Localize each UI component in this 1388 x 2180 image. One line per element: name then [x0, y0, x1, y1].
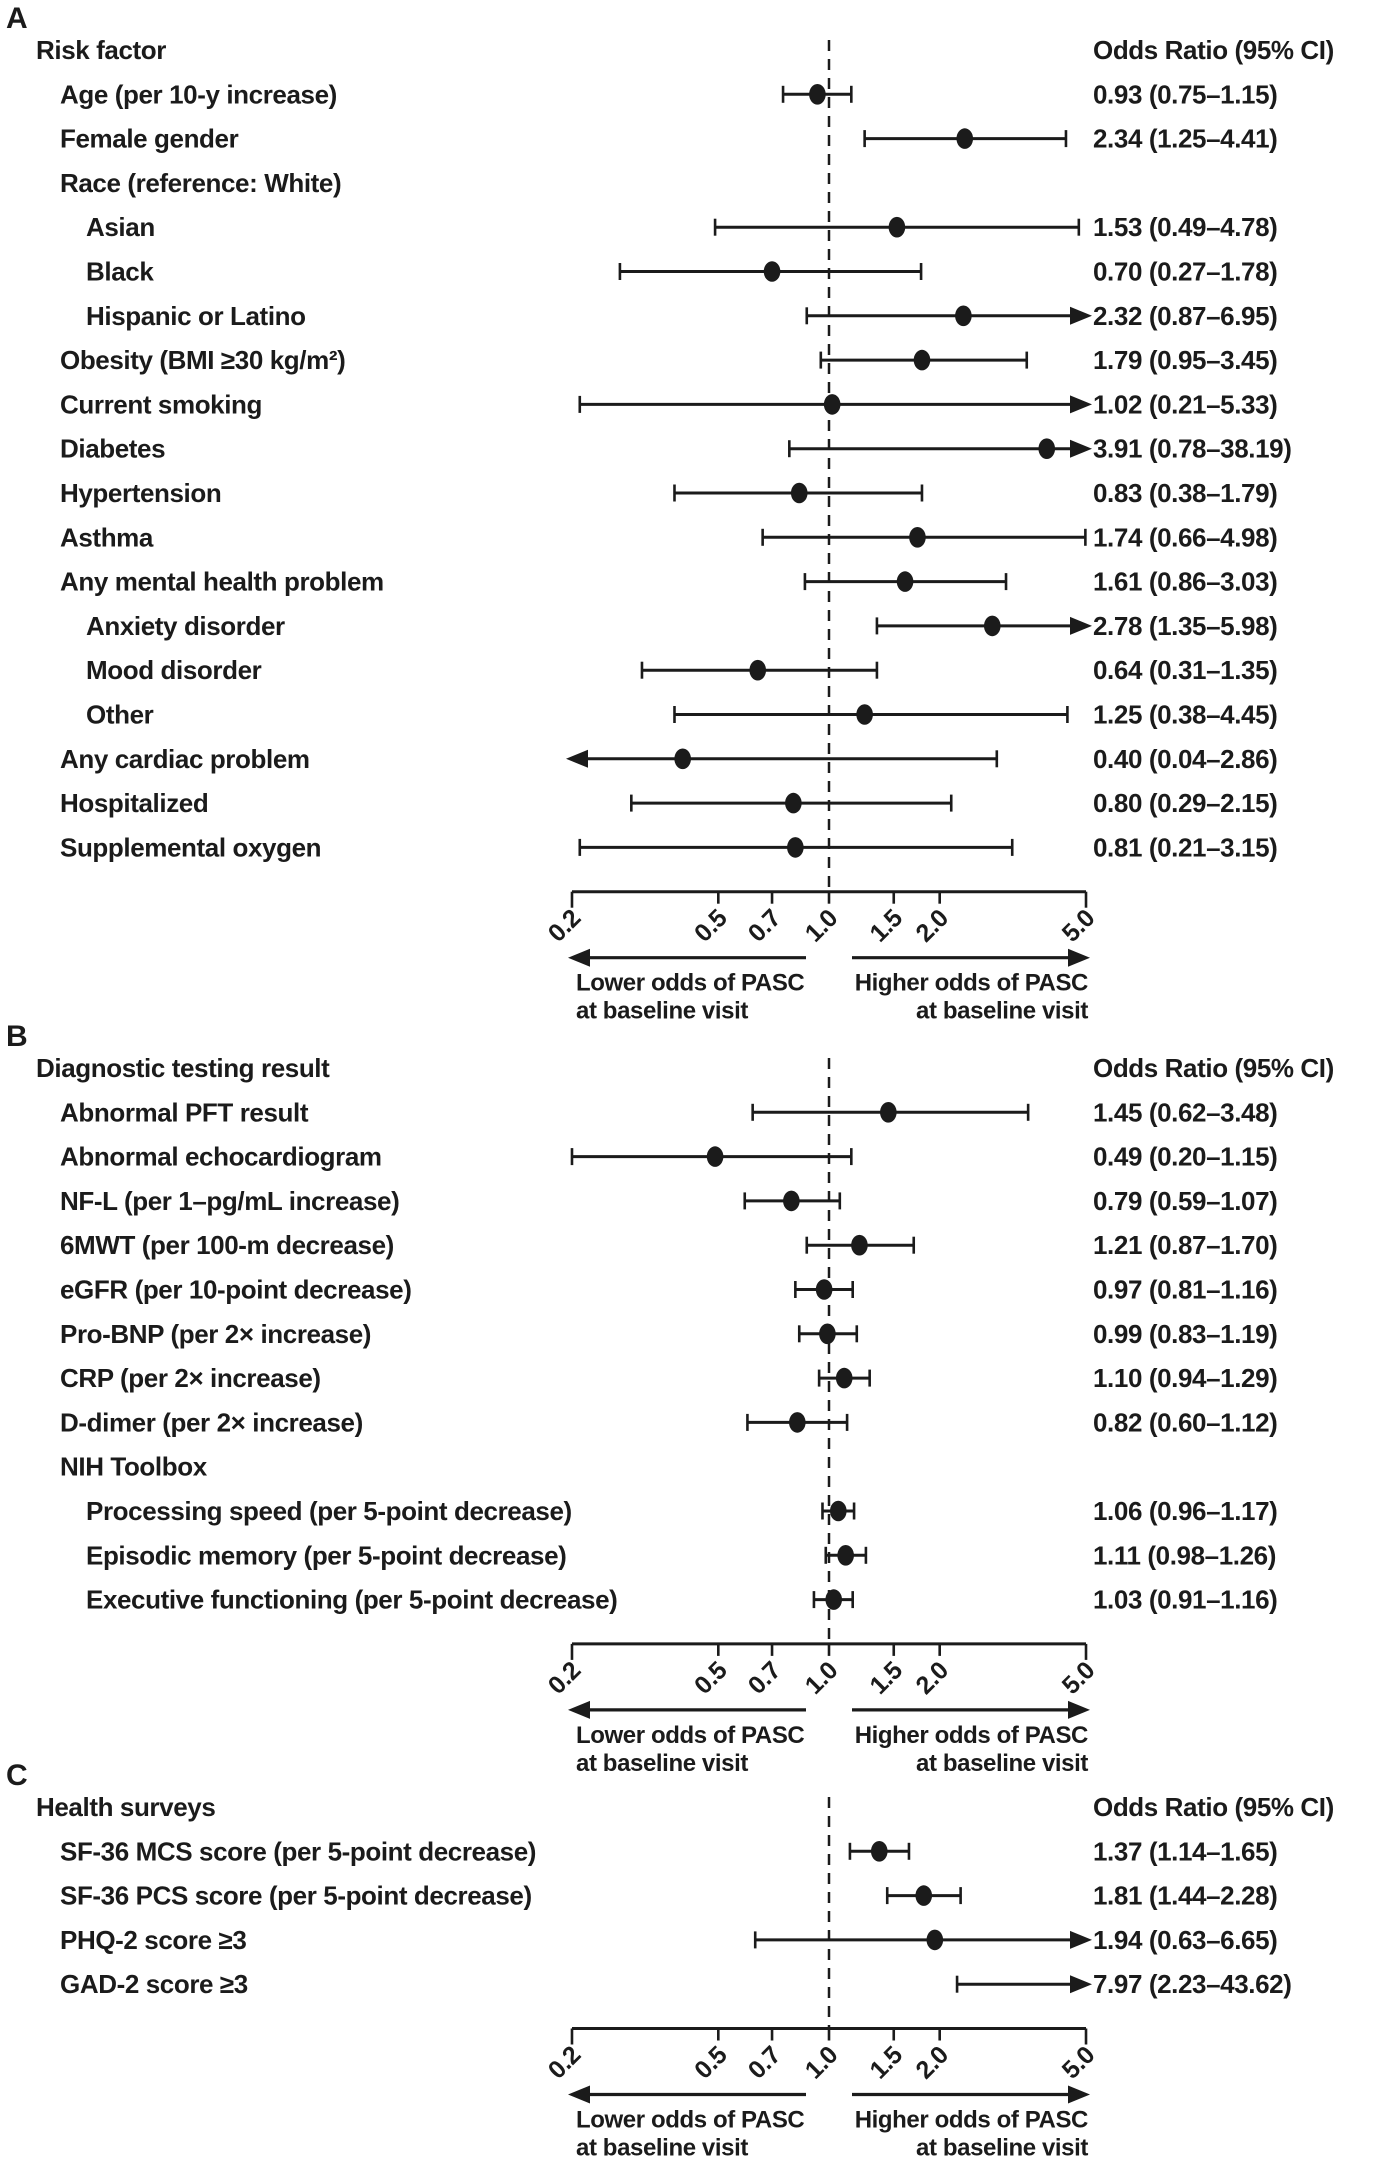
axis-arrow-right-label: Higher odds of PASC [854, 969, 1088, 997]
ci-arrow-right [1070, 440, 1092, 458]
axis-arrow-right-label: Higher odds of PASC [854, 1721, 1088, 1749]
axis-arrow-left-label: Lower odds of PASC [576, 2106, 805, 2134]
x-axis-tick-label: 1.0 [799, 1656, 844, 1700]
row-or-text: 1.79 (0.95–3.45) [1093, 345, 1278, 376]
row-or-text: 0.49 (0.20–1.15) [1093, 1141, 1278, 1172]
x-axis-tick-label: 0.2 [542, 904, 587, 948]
row-or-text: 1.81 (1.44–2.28) [1093, 1880, 1278, 1911]
row-label: Obesity (BMI ≥30 kg/m²) [60, 345, 346, 376]
or-dot [816, 1279, 833, 1300]
x-axis-tick-label: 2.0 [910, 1656, 954, 1700]
row-or-text: 0.81 (0.21–3.15) [1093, 832, 1278, 863]
row-label: Anxiety disorder [86, 610, 285, 641]
or-dot [749, 660, 766, 681]
or-dot [914, 350, 931, 371]
row-label: Hypertension [60, 478, 222, 508]
or-dot [824, 394, 841, 415]
row-label: Diabetes [60, 433, 166, 464]
or-dot [889, 217, 906, 238]
row-or-text: 1.74 (0.66–4.98) [1093, 522, 1278, 553]
row-label: SF-36 PCS score (per 5-point decrease) [60, 1880, 532, 1911]
panel-letter: C [6, 1759, 28, 1792]
x-axis-tick-label: 0.7 [742, 2040, 787, 2085]
x-axis-tick-label: 0.5 [689, 904, 733, 948]
x-axis-tick-label: 1.5 [864, 1656, 908, 1700]
or-dot [880, 1102, 897, 1123]
row-or-text: 0.40 (0.04–2.86) [1093, 743, 1278, 774]
or-dot [837, 1545, 854, 1566]
or-dot [955, 306, 972, 327]
row-label: Any cardiac problem [60, 743, 310, 774]
or-dot [909, 527, 926, 548]
axis-arrow-left-label: Lower odds of PASC [576, 969, 805, 997]
panel-letter: B [6, 1020, 28, 1053]
axis-arrow-left-label: at baseline visit [576, 2134, 748, 2162]
x-axis-tick-label: 0.7 [742, 1656, 787, 1700]
row-label: Any mental health problem [60, 566, 384, 597]
row-or-text: 0.82 (0.60–1.12) [1093, 1407, 1278, 1438]
axis-arrow-right-label: at baseline visit [916, 997, 1088, 1025]
panel-column-header: Risk factor [36, 35, 166, 65]
row-label: NF-L (per 1–pg/mL increase) [60, 1185, 400, 1216]
panel-value-header: Odds Ratio (95% CI) [1093, 1792, 1334, 1822]
row-or-text: 1.03 (0.91–1.16) [1093, 1584, 1278, 1615]
ci-arrow-right [1070, 1931, 1092, 1949]
axis-arrow-right-head [1068, 1701, 1090, 1719]
or-dot [871, 1841, 888, 1862]
axis-arrow-left-head [568, 2086, 590, 2104]
row-or-text: 0.79 (0.59–1.07) [1093, 1185, 1278, 1216]
axis-arrow-right-label: Higher odds of PASC [854, 2106, 1088, 2134]
or-dot [956, 128, 973, 149]
row-or-text: 1.06 (0.96–1.17) [1093, 1496, 1278, 1526]
row-label: Episodic memory (per 5-point decrease) [86, 1540, 567, 1571]
row-label: Female gender [60, 123, 239, 154]
or-dot [785, 793, 802, 814]
row-or-text: 0.97 (0.81–1.16) [1093, 1274, 1278, 1305]
axis-arrow-left-label: at baseline visit [576, 997, 748, 1025]
panel-column-header: Diagnostic testing result [36, 1053, 330, 1083]
row-label: Supplemental oxygen [60, 832, 322, 863]
axis-arrow-left-label: Lower odds of PASC [576, 1721, 805, 1749]
row-label: Abnormal echocardiogram [60, 1141, 382, 1172]
axis-arrow-right-label: at baseline visit [916, 1749, 1088, 1777]
row-label: Mood disorder [86, 655, 262, 686]
row-label: Race (reference: White) [60, 167, 342, 198]
or-dot [819, 1324, 836, 1345]
x-axis-tick-label: 1.5 [864, 2040, 908, 2085]
x-axis-tick-label: 0.2 [542, 2040, 587, 2085]
row-label: Abnormal PFT result [60, 1097, 309, 1128]
row-label: PHQ-2 score ≥3 [60, 1924, 247, 1955]
x-axis-tick-label: 0.7 [742, 904, 787, 948]
row-label: Executive functioning (per 5-point decrease) [86, 1584, 618, 1615]
or-dot [856, 704, 873, 725]
row-or-text: 0.83 (0.38–1.79) [1093, 478, 1278, 508]
ci-arrow-left [566, 750, 588, 768]
row-or-text: 0.99 (0.83–1.19) [1093, 1318, 1278, 1349]
panel-letter: A [6, 2, 28, 35]
row-label: GAD-2 score ≥3 [60, 1969, 248, 2000]
row-label: SF-36 MCS score (per 5-point decrease) [60, 1836, 537, 1867]
x-axis-tick-label: 1.0 [799, 904, 844, 948]
x-axis-tick-label: 0.5 [689, 1656, 733, 1700]
row-label: Current smoking [60, 389, 263, 420]
axis-arrow-right-head [1068, 949, 1090, 967]
row-or-text: 1.61 (0.86–3.03) [1093, 566, 1278, 597]
or-dot [1038, 438, 1055, 459]
row-or-text: 2.78 (1.35–5.98) [1093, 610, 1278, 641]
ci-arrow-right [1070, 307, 1092, 325]
row-label: Age (per 10-y increase) [60, 79, 337, 110]
row-label: NIH Toolbox [60, 1451, 207, 1482]
ci-arrow-right [1070, 1975, 1092, 1993]
or-dot [809, 84, 826, 105]
row-or-text: 1.21 (0.87–1.70) [1093, 1230, 1278, 1261]
row-or-text: 1.10 (0.94–1.29) [1093, 1363, 1278, 1394]
or-dot [707, 1146, 724, 1167]
ci-arrow-right [1070, 395, 1092, 413]
x-axis-tick-label: 5.0 [1056, 1656, 1101, 1700]
row-or-text: 2.34 (1.25–4.41) [1093, 123, 1278, 154]
row-or-text: 0.80 (0.29–2.15) [1093, 788, 1278, 819]
x-axis-tick-label: 0.5 [689, 2040, 733, 2085]
or-dot [830, 1501, 847, 1522]
row-or-text: 0.64 (0.31–1.35) [1093, 655, 1278, 686]
row-or-text: 7.97 (2.23–43.62) [1093, 1969, 1292, 2000]
or-dot [851, 1235, 868, 1256]
row-label: Black [86, 256, 154, 287]
panel-value-header: Odds Ratio (95% CI) [1093, 35, 1334, 65]
row-or-text: 1.37 (1.14–1.65) [1093, 1836, 1278, 1867]
or-dot [897, 571, 914, 592]
row-label: D-dimer (per 2× increase) [60, 1407, 363, 1438]
axis-arrow-left-head [568, 1701, 590, 1719]
or-dot [764, 261, 781, 282]
ci-arrow-right [1070, 617, 1092, 635]
or-dot [789, 1412, 806, 1433]
row-or-text: 0.70 (0.27–1.78) [1093, 256, 1278, 287]
or-dot [984, 616, 1001, 637]
row-label: 6MWT (per 100-m decrease) [60, 1230, 394, 1261]
row-or-text: 0.93 (0.75–1.15) [1093, 79, 1278, 110]
row-label: Other [86, 699, 154, 730]
x-axis-tick-label: 1.5 [864, 904, 908, 948]
row-label: Asthma [60, 522, 153, 553]
axis-arrow-right-label: at baseline visit [916, 2134, 1088, 2162]
or-dot [825, 1589, 842, 1610]
row-or-text: 1.11 (0.98–1.26) [1093, 1540, 1276, 1571]
row-or-text: 1.25 (0.38–4.45) [1093, 699, 1278, 730]
row-or-text: 1.53 (0.49–4.78) [1093, 212, 1278, 243]
axis-arrow-left-head [568, 949, 590, 967]
axis-arrow-left-label: at baseline visit [576, 1749, 748, 1777]
row-or-text: 1.45 (0.62–3.48) [1093, 1097, 1278, 1128]
x-axis-tick-label: 5.0 [1056, 904, 1101, 948]
or-dot [787, 837, 804, 858]
x-axis-tick-label: 2.0 [910, 904, 954, 948]
panel-value-header: Odds Ratio (95% CI) [1093, 1053, 1334, 1083]
row-label: Pro-BNP (per 2× increase) [60, 1318, 372, 1349]
row-label: Hospitalized [60, 788, 209, 819]
or-dot [791, 483, 808, 504]
or-dot [674, 749, 691, 770]
x-axis-tick-label: 0.2 [542, 1656, 587, 1700]
row-label: eGFR (per 10-point decrease) [60, 1274, 412, 1305]
or-dot [927, 1930, 944, 1951]
or-dot [836, 1368, 853, 1389]
x-axis-tick-label: 2.0 [910, 2040, 954, 2085]
or-dot [783, 1191, 800, 1212]
row-label: CRP (per 2× increase) [60, 1363, 321, 1394]
x-axis-tick-label: 5.0 [1056, 2040, 1101, 2085]
row-label: Processing speed (per 5-point decrease) [86, 1496, 572, 1526]
or-dot [915, 1885, 932, 1906]
panel-column-header: Health surveys [36, 1792, 216, 1822]
row-or-text: 3.91 (0.78–38.19) [1093, 433, 1292, 464]
row-or-text: 2.32 (0.87–6.95) [1093, 300, 1278, 331]
row-label: Asian [86, 212, 155, 243]
row-or-text: 1.94 (0.63–6.65) [1093, 1924, 1278, 1955]
row-label: Hispanic or Latino [86, 300, 306, 331]
x-axis-tick-label: 1.0 [799, 2040, 844, 2085]
row-or-text: 1.02 (0.21–5.33) [1093, 389, 1278, 420]
axis-arrow-right-head [1068, 2086, 1090, 2104]
